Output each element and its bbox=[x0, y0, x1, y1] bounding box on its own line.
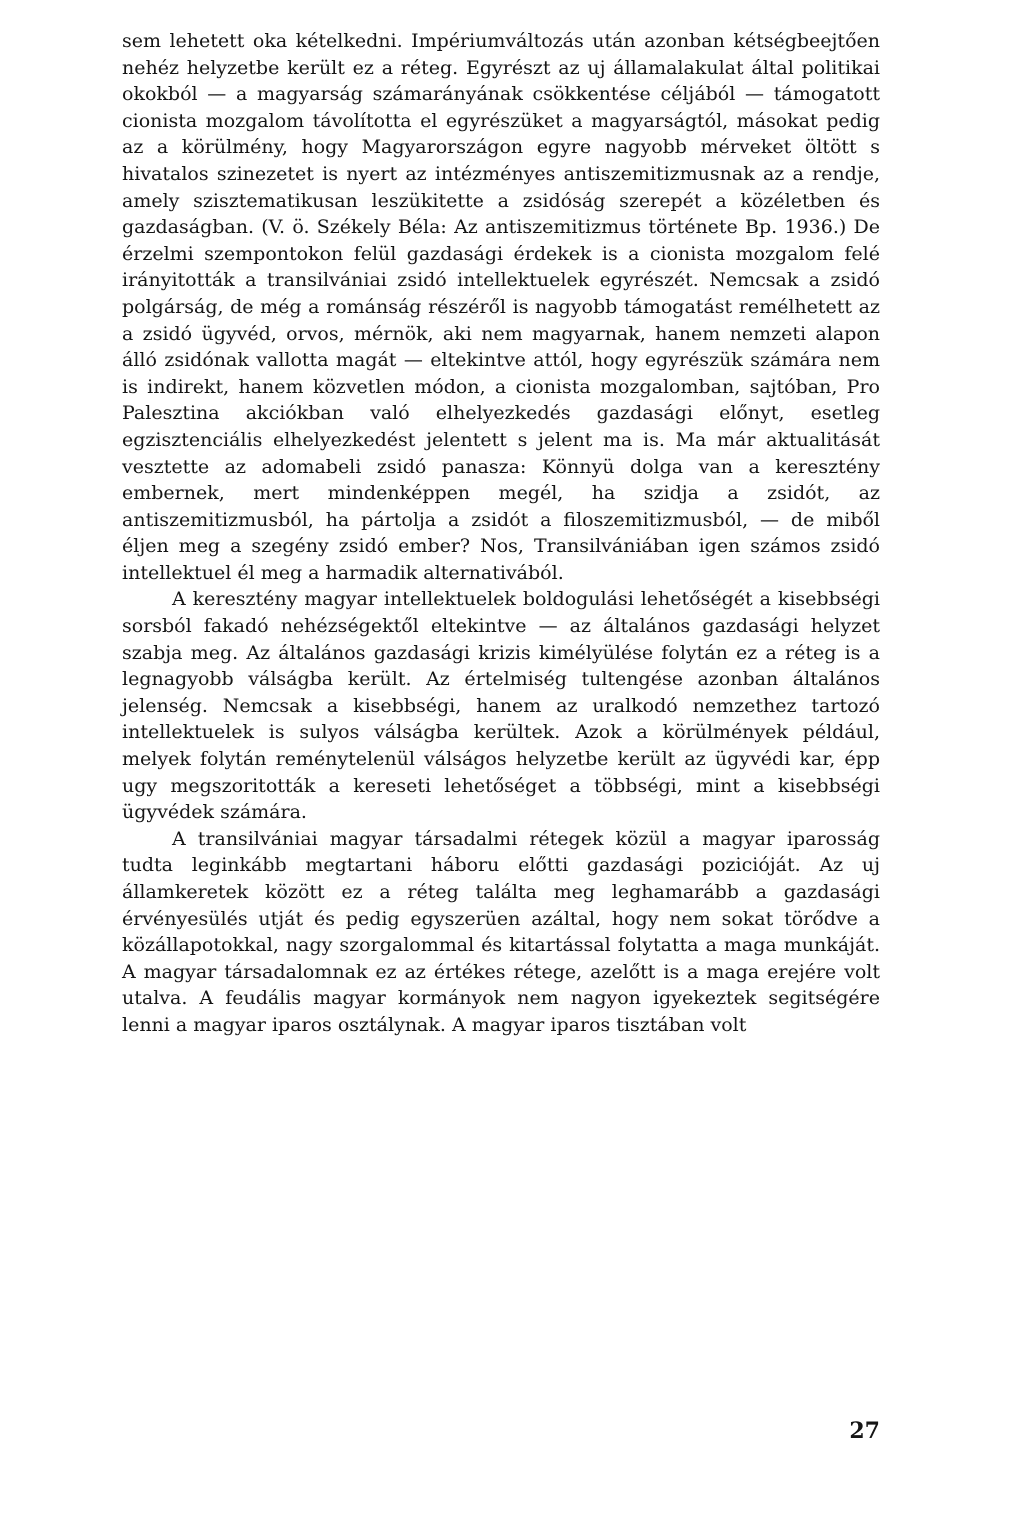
page-number: 27 bbox=[849, 1418, 880, 1444]
paragraph-3: A transilvániai magyar társadalmi rétegek közül a magyar iparosság tudta leginkább megtartani háboru előtti gazdasági pozicióját. Az uj államkeretek között ez a réteg találta meg leghamarább a gazdasági érvényesülés utját és pedig egyszerüen azáltal, hogy nem sokat törődve a közállapotokkal, nagy szorgalommal és kitartással folytatta a maga munkáját. A magyar társadalomnak ez az értékes rétege, azelőtt is a maga erejére volt utalva. A feudális magyar kormányok nem nagyon igyekeztek segitségére lenni a magyar iparos osztálynak. A magyar iparos tisztában volt bbox=[122, 827, 880, 1036]
page-body bbox=[122, 28, 880, 1039]
paragraph-1: sem lehetett oka kételkedni. Impériumváltozás után azonban kétségbeejtően nehéz helyzetbe került ez a réteg. Egyrészt az uj államalakulat által politikai okokból — a magyarság számarányának csökkentése céljából — támogatott cionista mozgalom távolította el egyrészüket a magyarságtól, másokat pedig az a körülmény, hogy Magyarországon egyre nagyobb mérveket öltött s hivatalos szinezetet is nyert az intézményes antiszemitizmusnak az a rendje, amely szisztematikusan leszükitette a zsidóság szerepét a közéletben és gazdaságban. (V. ö. Székely Béla: Az antiszemitizmus története Bp. 1936.) De érzelmi szempontokon felül gazdasági érdekek is a cionista mozgalom felé irányitották a transilvániai zsidó intellektuelek egyrészét. Nemcsak a zsidó polgárság, de még a románság részéről is nagyobb támogatást remélhetett az a zsidó ügyvéd, orvos, mérnök, aki nem magyarnak, hanem nemzeti alapon álló zsidónak vallotta magát — eltekintve attól, hogy egyrészük számára nem is indirekt, hanem közvetlen módon, a cionista mozgalomban, sajtóban, Pro Palesztina akciókban való elhelyezkedés gazdasági előnyt, esetleg egzisztenciális elhelyezkedést jelentett s jelent ma is. Ma már aktualitását vesztette az adomabeli zsidó panasza: Könnyü dolga van a keresztény embernek, mert mindenképpen megél, ha szidja a zsidót, az antiszemitizmusból, ha pártolja a zsidót a filoszemitizmusból, — de miből éljen meg a szegény zsidó ember? Nos, Transilvániában igen számos zsidó intellektuel él meg a harmadik alternativából. bbox=[122, 30, 880, 584]
paragraph-2: A keresztény magyar intellektuelek boldogulási lehetőségét a kisebbségi sorsból fakadó nehézségektől eltekintve — az általános gazdasági helyzet szabja meg. Az általános gazdasági krizis kimélyülése folytán ez a réteg is a legnagyobb válságba került. Az értelmiség tultengése azonban általános jelenség. Nemcsak a kisebbségi, hanem az uralkodó nemzethez tartozó intellektuelek is sulyos válságba kerültek. Azok a körülmények például, melyek folytán reménytelenül válságos helyzetbe került az ügyvédi kar, épp ugy megszoritották a kereseti lehetőséget a többségi, mint a kisebbségi ügyvédek számára. bbox=[122, 588, 880, 824]
